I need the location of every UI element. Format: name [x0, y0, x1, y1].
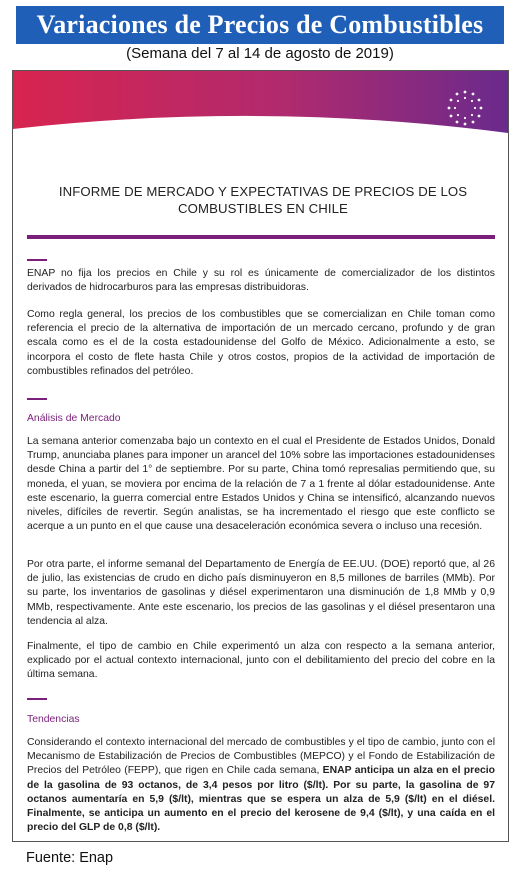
report-document [12, 70, 509, 842]
section-divider [27, 698, 47, 700]
trends-forecast: ENAP anticipa un alza en el precio de la gasolina de 93 octanos, de 3,4 pesos por litro ($/lt). Por su parte, la gasolina de 97 octanos aumentaría en 5,9 ($/lt), mientras que se espera un alza de 5,9 ($/lt) en el diésel. Finalmente, se anticipa un aumento en el precio del kerosene de 9,4 ($/lt), y una caída en el precio del GLP de 0,8 ($/lt). [27, 765, 495, 834]
market-heading: Análisis de Mercado [27, 413, 121, 424]
section-divider [27, 259, 47, 261]
intro-paragraph-2: Como regla general, los precios de los combustibles que se comercializan en Chile toman como referencia el precio de la alternativa de importación de un mercado cercano, profundo y de gran escala como es el de la costa estadounidense del Golfo de México. Adicionalmente a esto, se incorpora el costo de flete hasta Chile y otros costos, propios de la actividad de importación de combustibles refinados del petróleo. [27, 309, 495, 377]
market-paragraph-2: Por otra parte, el informe semanal del Departamento de Energía de EE.UU. (DOE) reportó que, al 26 de julio, las existencias de crudo en dicho país disminuyeron en 8,5 millones de barriles (MMb). Por su parte, los inventarios de gasolinas y diésel experimentaron una disminución de 1,8 MMb y 0,9 MMb, respectivamente. Ante este escenario, los precios de las gasolinas y el diésel presentaron una tendencia al alza. [27, 559, 495, 627]
report-banner [13, 71, 508, 159]
page-title: Variaciones de Precios de Combustibles [16, 6, 504, 44]
week-subtitle: (Semana del 7 al 14 de agosto de 2019) [126, 45, 394, 62]
report-title: INFORME DE MERCADO Y EXPECTATIVAS DE PRECIOS DE LOS COMBUSTIBLES EN CHILE [58, 184, 468, 216]
section-divider [27, 398, 47, 400]
market-paragraph-1: La semana anterior comenzaba bajo un contexto en el cual el Presidente de Estados Unidos, Donald Trump, anunciaba planes para imponer un arancel del 10% sobre las importaciones estadounidenses desde China a partir del 1° de septiembre. Por su parte, China tomó represalias permitiendo que, su moneda, el yuan, se moviera por encima de la relación de 7 a 1 frente al dólar estadounidense. Ante este escenario, la guerra comercial entre Estados Unidos y China se intensificó, alcanzando nuevos niveles, difíciles de revertir. Según analistas, se ha incrementado el riesgo que este conflicto se acerque a un punto en el que cause una desaceleración económica severa o incluso una recesión. [27, 436, 495, 533]
trends-heading: Tendencias [27, 714, 80, 725]
market-paragraph-3: Finalmente, el tipo de cambio en Chile experimentó un alza con respecto a la semana anterior, explicado por el actual contexto internacional, junto con el debilitamiento del precio del cobre en la última semana. [27, 641, 495, 681]
trends-paragraph: Considerando el contexto internacional del mercado de combustibles y el tipo de cambio, junto con el Mecanismo de Estabilización de Precios de Combustibles (MEPCO) y el Fondo de Estabilización de Precios del Petróleo (FEPP), que rigen en Chile cada semana, ENAP anticipa un alza en el precio de la gasolina de 93 octanos, de 3,4 pesos por litro ($/lt). Por su parte, la gasolina de 97 octanos aumentaría en 5,9 ($/lt), mientras que se espera un alza de 5,9 ($/lt) en el diésel. Finalmente, se anticipa un aumento en el precio del kerosene de 9,4 ($/lt), y una caída en el precio del GLP de 0,8 ($/lt). [27, 737, 495, 834]
title-underline [27, 235, 495, 239]
banner-graphic [13, 71, 508, 159]
source-note: Fuente: Enap [26, 850, 114, 866]
intro-paragraph-1: ENAP no fija los precios en Chile y su rol es únicamente de comercializador de los distintos derivados de hidrocarburos para las empresas distribuidoras. [27, 268, 495, 294]
